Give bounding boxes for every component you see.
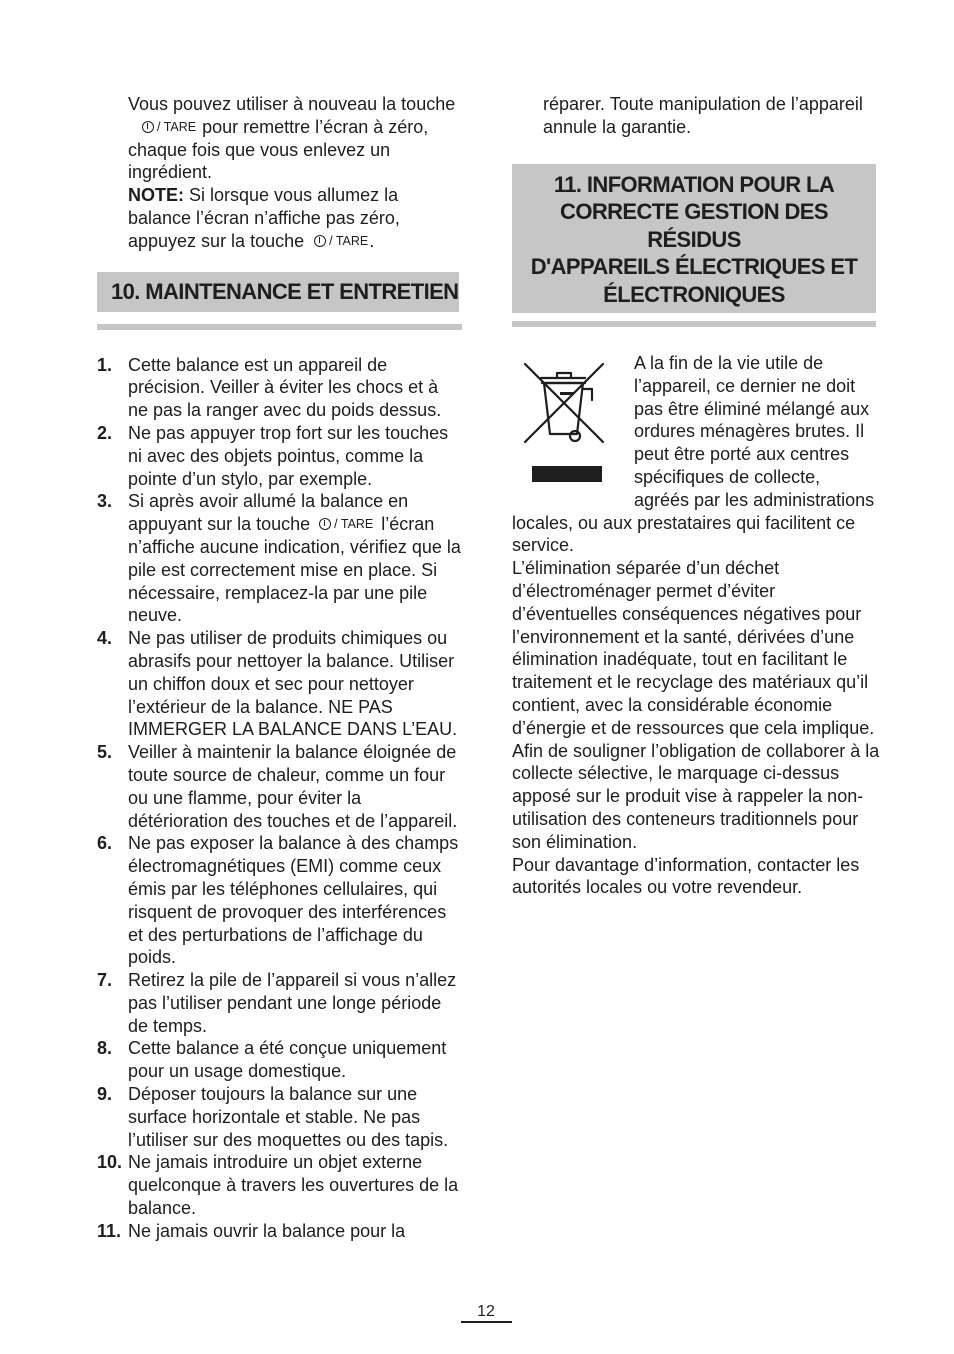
list-item: 5. Veiller à maintenir la balance éloignée de toute source de chaleur, comme un four ou une flamme, pour éviter la détérioration des touches et de l’appareil. — [97, 742, 458, 831]
list-item: 2. Ne pas appuyer trop fort sur les touches ni avec des objets pointus, comme la pointe d’un stylo, par exemple. — [97, 422, 449, 489]
intro-block — [97, 93, 463, 253]
maintenance-list — [97, 354, 463, 1243]
crossed-out-bin-icon — [517, 356, 609, 486]
list-item: 11. Ne jamais ouvrir la balance pour la — [97, 1220, 406, 1241]
note-text: Si lorsque vous allumez la balance l’écran n’affiche pas zéro, appuyez sur la touche — [128, 185, 400, 251]
list-item: 3. Si après avoir allumé la balance en appuyant sur la touche / TARE l’écran n’affiche aucune indication, vérifiez que la pile est correctement mise en place. Si nécessaire, remplacez-la par une pile neuve. — [97, 491, 461, 626]
recycling-paragraph-1: A la fin de la vie utile de l’appareil, ce dernier ne doit pas être éliminé mélangé aux ordures ménagères brutes. Il peut être porté aux centres spécifiques de collecte, agréés par les administrations locales, ou aux prestataires qui facilitent ce service. — [512, 353, 875, 556]
section-11-heading: 11. INFORMATION POUR LA CORRECTE GESTION DES RÉSIDUS D'APPAREILS ÉLECTRIQUES ET ÉLECTRONIQUES — [512, 164, 876, 314]
recycling-block — [512, 352, 880, 899]
power-icon — [314, 235, 326, 247]
note-paragraph: NOTE: Si lorsque vous allumez la balance l’écran n’affiche pas zéro, appuyez sur la touche / TARE. — [128, 185, 400, 251]
list-item: 4. Ne pas utiliser de produits chimiques ou abrasifs pour nettoyer la balance. Utiliser un chiffon doux et sec pour nettoyer l’extérieur de la balance. NE PAS IMMERGER LA BALANCE DANS L’EAU. — [97, 628, 458, 740]
right-column — [512, 93, 880, 899]
page-number-rule — [461, 1321, 512, 1323]
intro-paragraph — [128, 93, 463, 184]
tare-key-label: / TARE — [319, 513, 373, 536]
recycling-paragraph-4: Pour davantage d’information, contacter les autorités locales ou votre revendeur. — [512, 854, 860, 898]
power-icon — [142, 121, 154, 133]
intro-text: Vous pouvez utiliser à nouveau la touche — [128, 94, 456, 114]
section-10-heading: 10. MAINTENANCE ET ENTRETIEN — [97, 272, 459, 312]
power-icon — [319, 518, 331, 530]
left-column — [97, 93, 463, 1243]
list-item: 10. Ne jamais introduire un objet externe quelconque à travers les ouvertures de la balance. — [97, 1152, 459, 1219]
tare-key-label: / TARE — [142, 116, 196, 139]
note-label: NOTE: — [128, 185, 184, 206]
recycling-paragraph-2: L’élimination séparée d’un déchet d’électroménager permet d’éviter d’éventuelles conséquences négatives pour l’environnement et la santé, dérivées d’une élimination inadéquate, tout en facilitant le traitement et le recyclage des matériaux qu’il contient, avec la considérable économie d’énergie et de ressources que cela implique. — [512, 558, 875, 738]
page-number: 12 — [477, 1303, 495, 1320]
section-11-rule — [512, 321, 876, 327]
list-item: 8. Cette balance a été conçue uniquement pour un usage domestique. — [97, 1038, 447, 1082]
list-item: 6. Ne pas exposer la balance à des champs électromagnétiques (EMI) comme ceux émis par les téléphones cellulaires, qui risquent de provoquer des interférences et des perturbations de l’affichage du poids. — [97, 833, 459, 968]
tare-key-label: / TARE — [314, 230, 368, 253]
list-item: 9. Déposer toujours la balance sur une surface horizontale et stable. Ne pas l’utiliser sur des moquettes ou des tapis. — [97, 1084, 449, 1150]
list-item: 1. Cette balance est un appareil de précision. Veiller à éviter les chocs et à ne pas la ranger avec du poids dessus. — [97, 354, 442, 421]
continuation-text: réparer. Toute manipulation de l’appareil annule la garantie. — [543, 94, 863, 137]
recycling-paragraph-3: Afin de souligner l’obligation de collaborer à la collecte sélective, le marquage ci-dessus apposé sur le produit vise à rappeler la non-utilisation des conteneurs traditionnels pour son élimination. — [512, 740, 880, 852]
list-item: 7. Retirez la pile de l’appareil si vous n’allez pas l’utiliser pendant une longe période de temps. — [97, 970, 457, 1036]
intro-text-end: pour remettre l’écran à zéro, chaque fois que vous enlevez un ingrédient. — [128, 116, 429, 183]
section-10-rule — [97, 324, 462, 330]
